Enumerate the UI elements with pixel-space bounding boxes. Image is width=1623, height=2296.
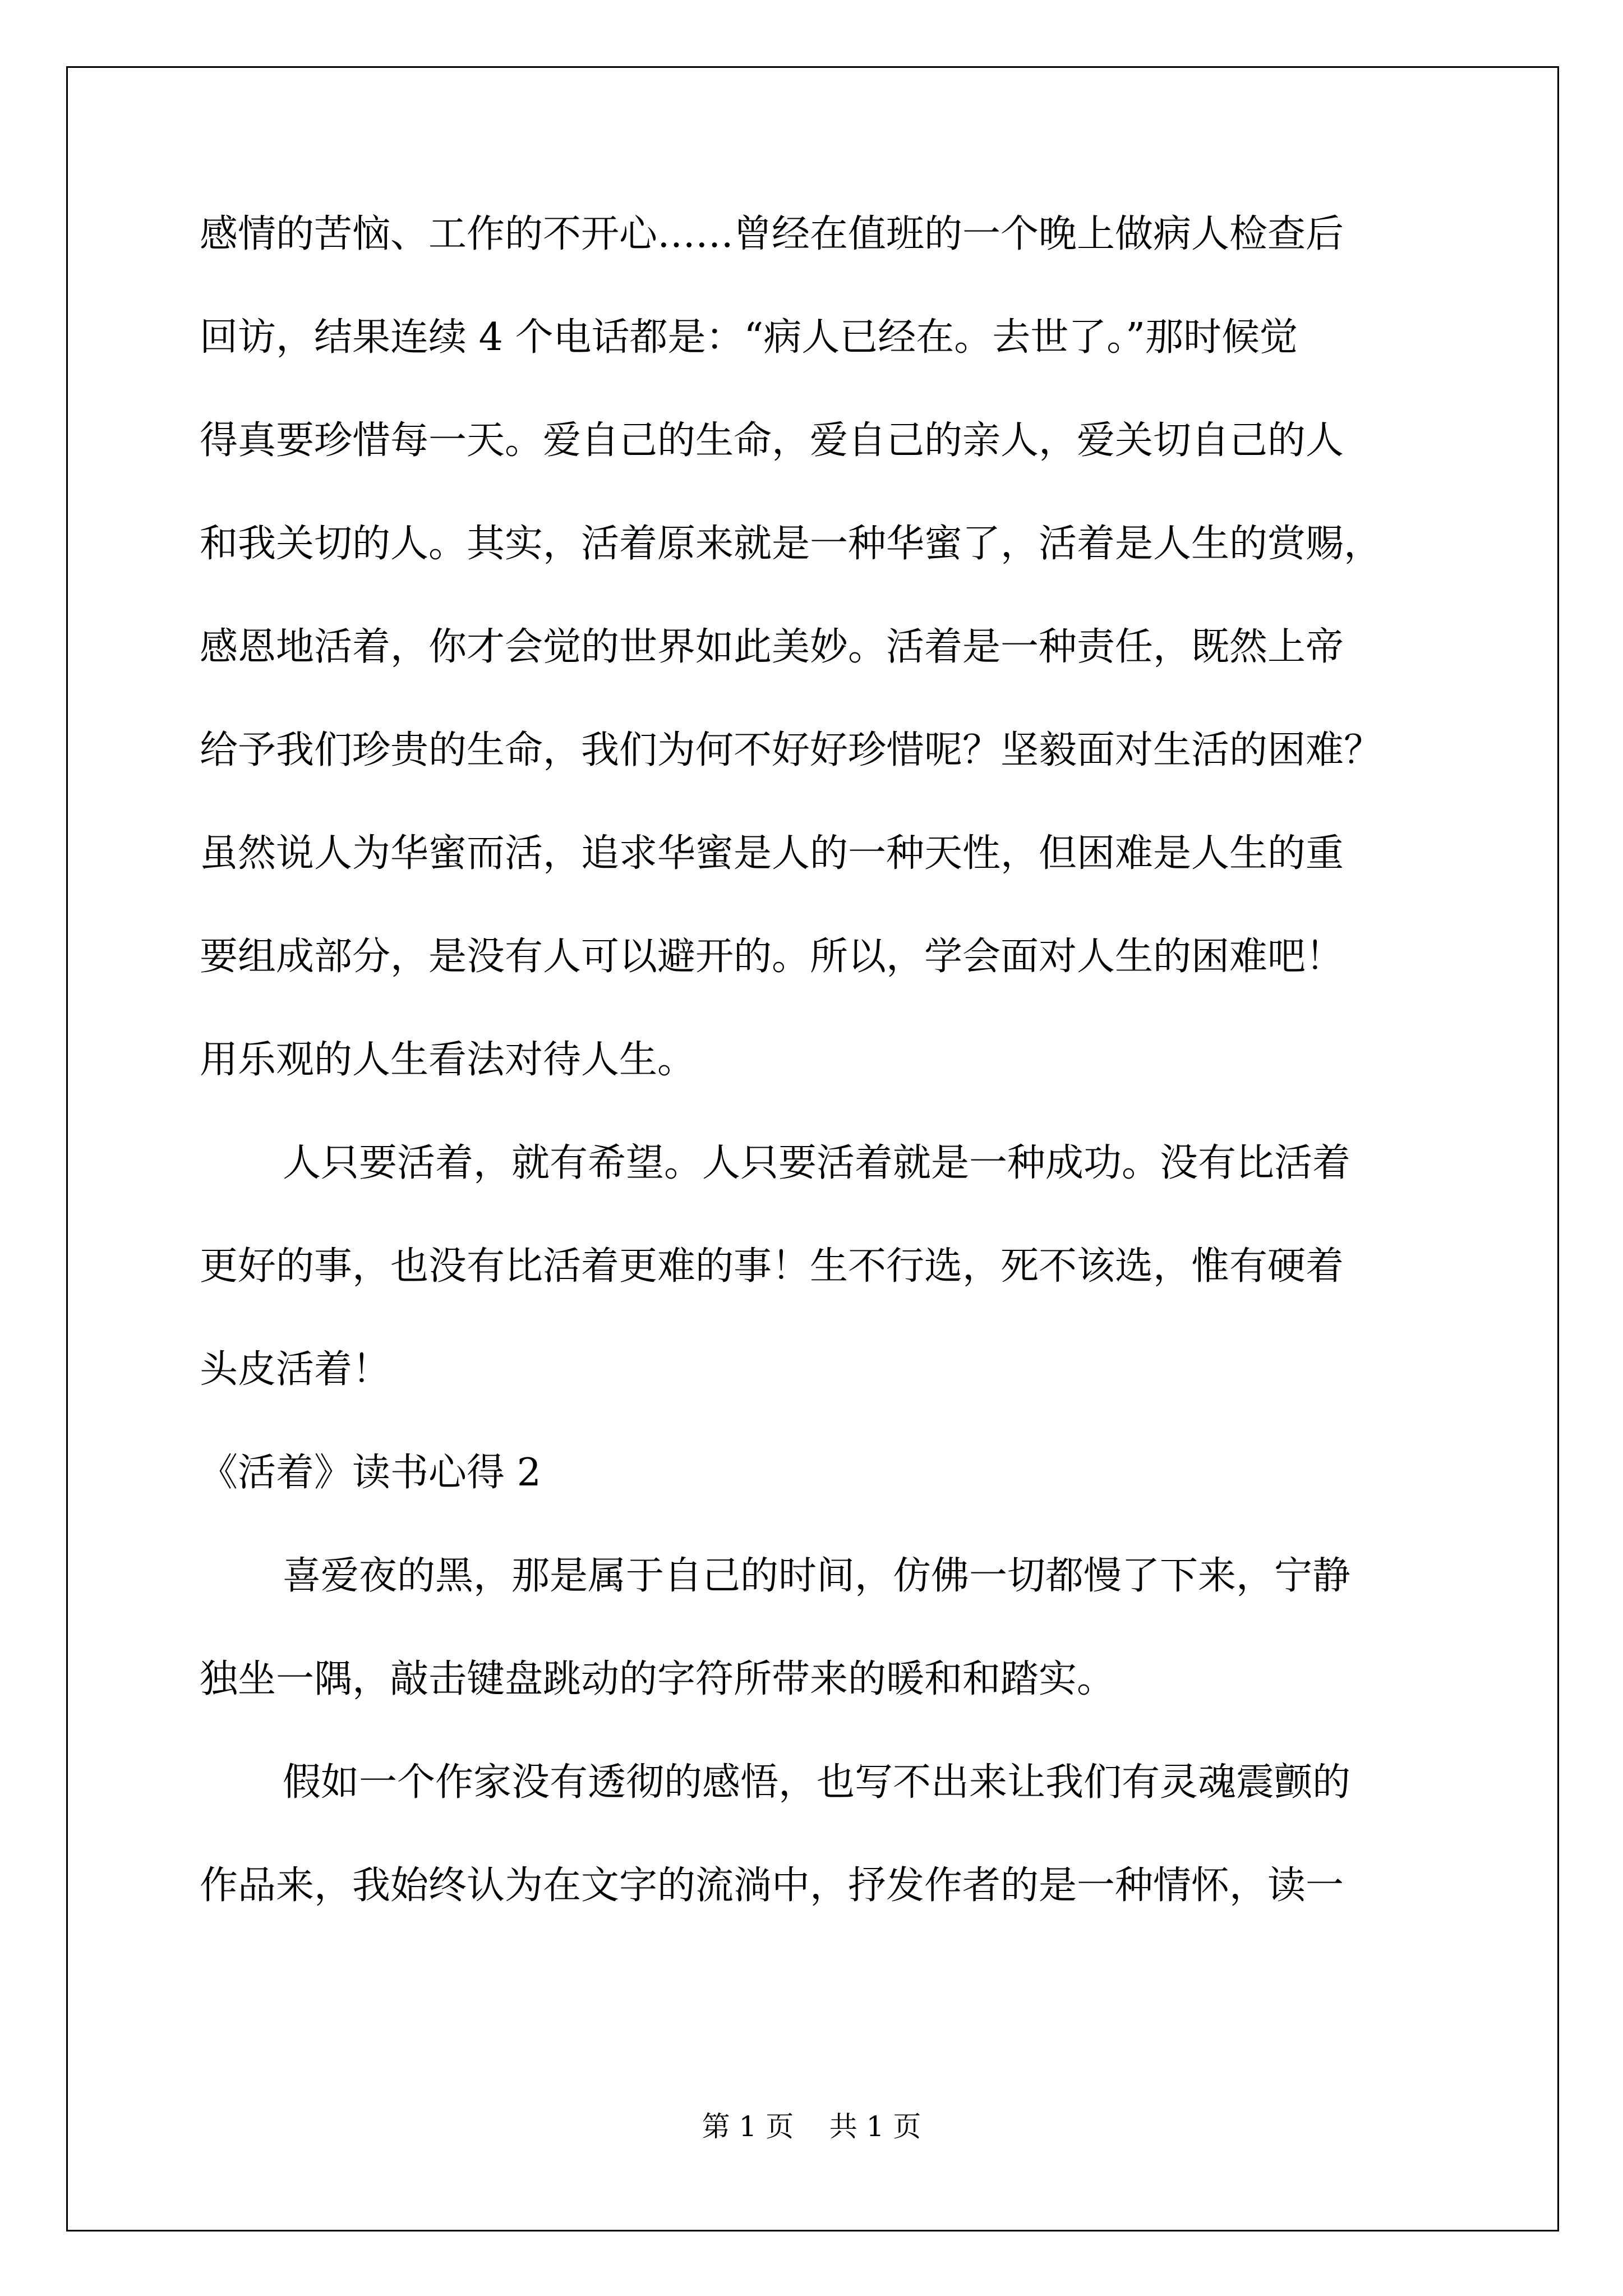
text-line: 用乐观的人生看法对待人生。	[200, 1038, 696, 1082]
text-line: 要组成部分，是没有人可以避开的。所以，学会面对人生的困难吧！	[200, 935, 1344, 979]
text-line: 和我关切的人。其实，活着原来就是一种华蜜了，活着是人生的赏赐，	[200, 522, 1382, 566]
document-body	[200, 212, 1426, 1970]
text-line: 回访，结果连续 4 个电话都是：“病人已经在。去世了。”那时候觉	[200, 315, 1298, 360]
text-line: 作品来，我始终认为在文字的流淌中，抒发作者的是一种情怀，读一	[200, 1864, 1344, 1908]
paragraph-start-line: 喜爱夜的黑，那是属于自己的时间，仿佛一切都慢了下来，宁静	[283, 1554, 1351, 1598]
text-line: 更好的事，也没有比活着更难的事！生不行选，死不该选，惟有硬着	[200, 1244, 1344, 1289]
text-line: 独坐一隅，敲击键盘跳动的字符所带来的暖和和踏实。	[200, 1657, 1115, 1701]
text-line: 给予我们珍贵的生命，我们为何不好好珍惜呢？坚毅面对生活的困难？	[200, 728, 1382, 772]
paragraph-start-line: 假如一个作家没有透彻的感悟，也写不出来让我们有灵魂震颤的	[283, 1760, 1351, 1805]
text-line: 感恩地活着，你才会觉的世界如此美妙。活着是一种责任，既然上帝	[200, 625, 1344, 669]
text-line: 得真要珍惜每一天。爱自己的生命，爱自己的亲人，爱关切自己的人	[200, 418, 1344, 463]
text-line: 虽然说人为华蜜而活，追求华蜜是人的一种天性，但困难是人生的重	[200, 831, 1344, 876]
text-line: 头皮活着！	[200, 1347, 391, 1392]
section-heading: 《活着》读书心得 2	[200, 1451, 541, 1495]
paragraph-start-line: 人只要活着，就有希望。人只要活着就是一种成功。没有比活着	[283, 1141, 1351, 1185]
text-line: 感情的苦恼、工作的不开心……曾经在值班的一个晚上做病人检查后	[200, 212, 1344, 256]
page-number-footer: 第 1 页 共 1 页	[702, 2110, 921, 2143]
